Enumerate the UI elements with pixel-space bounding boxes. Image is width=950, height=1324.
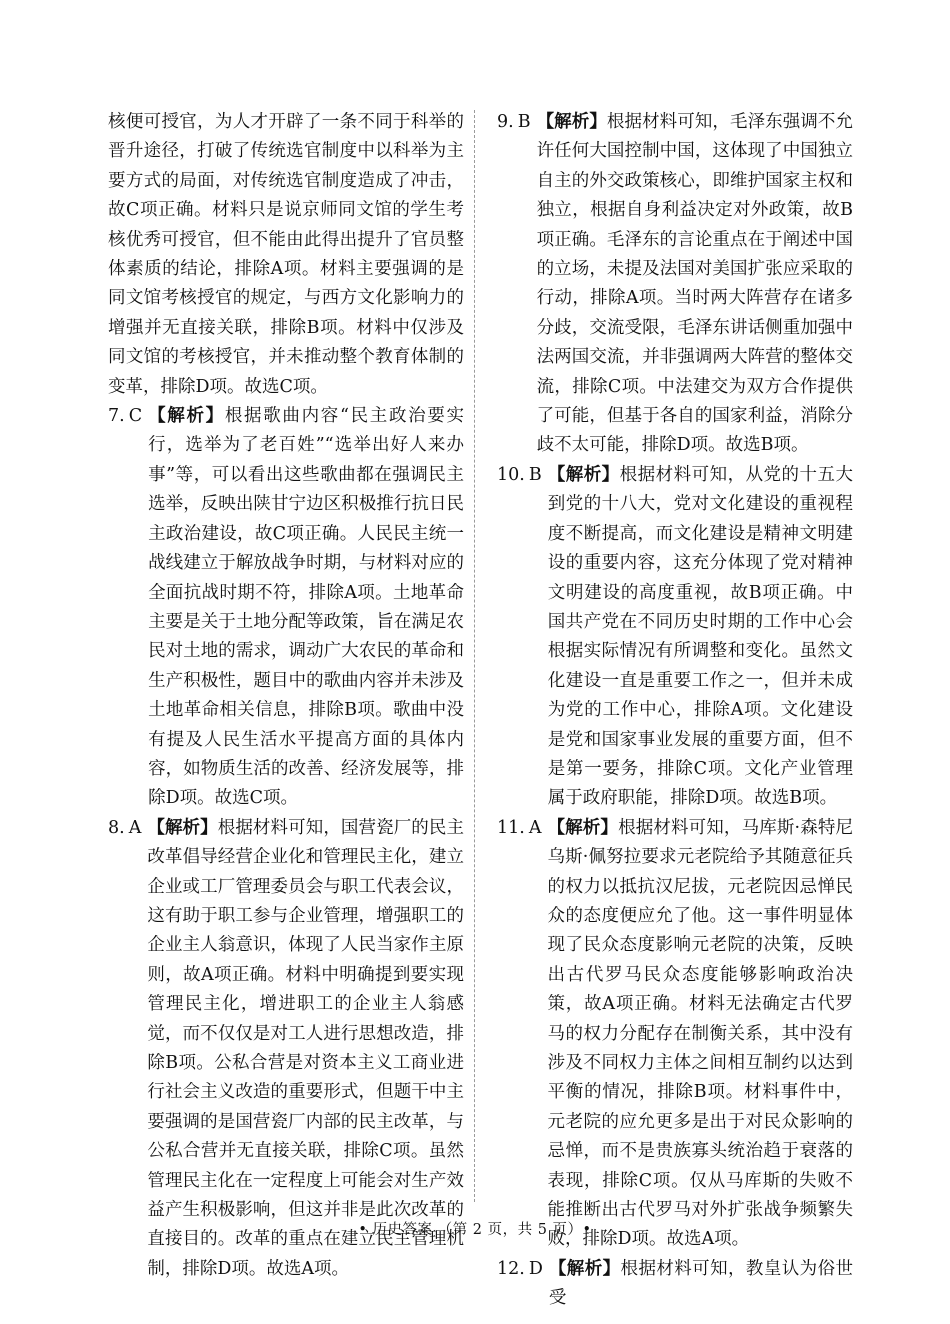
item-number: 10. [497, 464, 525, 485]
analysis-tag: 【解析】 [148, 406, 225, 427]
analysis-tag: 【解析】 [536, 112, 607, 132]
item-body [547, 814, 853, 1255]
item-text: 根据材料可知，马库斯·森特尼乌斯·佩努拉要求元老院给予其随意征兵的权力以抵抗汉尼拔，元老院因忌惮民众的态度便应允了他。这一事件明显体现了民众态度影响元老院的决策，反映出古代罗马民众态度能够影响政治决策，故A项正确。材料无法确定古代罗马的权力分配存在制衡关系，其中没有涉及不同权力主体之间相互制约以达到平衡的情况，排除B项。材料事件中，元老院的应允更多是出于对民众影响的忌惮，而不是贵族寡头统治趋于衰落的表现，排除C项。仅从马库斯的失败不能推断出古代罗马对外扩张战争频繁失败，排除D项。故选A项。 [547, 817, 854, 1250]
analysis-tag: 【解析】 [147, 817, 218, 838]
right-column [497, 108, 853, 1314]
item-body [549, 1255, 853, 1314]
answer-item-11 [497, 814, 853, 1255]
item-number: 9. [497, 112, 514, 132]
item-answer: D [528, 1258, 543, 1279]
answer-item-8 [108, 814, 464, 1285]
left-column [108, 108, 464, 1284]
item-text: 根据材料可知，国营瓷厂的民主改革倡导经营企业化和管理民主化，建立企业或工厂管理委员会与职工代表会议，这有助于职工参与企业管理，增强职工的企业主人翁意识，体现了人民当家作主原则，故A项正确。材料中明确提到要实现管理民主化，增进职工的企业主人翁感觉，而不仅仅是对工人进行思想改造，排除B项。公私合营是对资本主义工商业进行社会主义改造的重要形式，但题干中主要强调的是国营瓷厂内部的民主改革，与公私合营并无直接关联，排除C项。虽然管理民主化在一定程度上可能会对生产效益产生积极影响，但这并非是此次改革的直接目的。改革的重点在建立民主管理机制，排除D项。故选A项。 [147, 817, 464, 1279]
column-divider [474, 110, 475, 1202]
item-text: 根据材料可知，从党的十五大到党的十八大，党对文化建设的重视程度不断提高，而文化建设是精神文明建设的重要内容，这充分体现了党对精神文明建设的高度重视，故B项正确。中国共产党在不同历史时期的工作中心会根据实际情况有所调整和变化。虽然文化建设一直是重要工作之一，但并未成为党的工作中心，排除A项。文化建设是党和国家事业发展的重要方面，但不是第一要务，排除C项。文化产业管理属于政府职能，排除D项。故选B项。 [547, 464, 854, 809]
answer-item-10 [497, 461, 853, 814]
item-text: 根据歌曲内容“民主政治要实行，选举为了老百姓”“选举出好人来办事”等，可以看出这些歌曲都在强调民主选举，反映出陕甘宁边区积极推行抗日民主政治建设，故C项正确。人民民主统一战线建立于解放战争时期，与材料对应的全面抗战时期不符，排除A项。土地革命主要是关于土地分配等政策，旨在满足农民对土地的需求，调动广大农民的革命和生产积极性，题目中的歌曲内容并未涉及土地革命相关信息，排除B项。歌曲中没有提及人民生活水平提高方面的具体内容，如物质生活的改善、经济发展等，排除D项。故选C项。 [148, 406, 465, 809]
answer-item-7 [108, 402, 464, 814]
continuation-paragraph: 核便可授官，为人才开辟了一条不同于科举的晋升途径，打破了传统选官制度中以科举为主要方式的局面，对传统选官制度造成了冲击，故C项正确。材料只是说京师同文馆的学生考核优秀可授官，但不能由此得出提升了官员整体素质的结论，排除A项。材料主要强调的是同文馆考核授官的规定，与西方文化影响力的增强并无直接关联，排除B项。材料中仅涉及同文馆的考核授官，并未推动整个教育体制的变革，排除D项。故选C项。 [108, 112, 464, 397]
item-number: 12. [497, 1258, 525, 1279]
page-footer: • 历史答案 （第 2 页，共 5 页）• [358, 1222, 592, 1238]
item-number: 7. [108, 406, 125, 427]
item-answer: C [128, 406, 143, 427]
analysis-tag: 【解析】 [547, 464, 620, 485]
item-answer: B [528, 464, 542, 485]
item-answer: A [528, 817, 542, 838]
item-body [148, 402, 464, 814]
analysis-tag: 【解析】 [548, 1258, 621, 1279]
item-body [548, 461, 853, 814]
answer-item-12 [497, 1255, 853, 1314]
item-answer: B [517, 112, 531, 132]
item-number: 8. [108, 817, 125, 838]
item-text: 根据材料可知，教皇认为俗世受 [548, 1258, 853, 1309]
item-body [147, 814, 464, 1285]
item-answer: A [128, 817, 142, 838]
item-number: 11. [497, 817, 525, 838]
answer-item-9 [497, 108, 853, 461]
item-body [537, 108, 853, 461]
item-text: 根据材料可知，毛泽东强调不允许任何大国控制中国，这体现了中国独立自主的外交政策核心，即维护国家主权和独立，根据自身利益决定对外政策，故B项正确。毛泽东的言论重点在于阐述中国的立场，未提及法国对美国扩张应采取的行动，排除A项。当时两大阵营存在诸多分歧，交流受限，毛泽东讲话侧重加强中法两国交流，并非强调两大阵营的整体交流，排除C项。中法建交为双方合作提供了可能，但基于各自的国家利益，消除分歧不太可能，排除D项。故选B项。 [536, 112, 854, 456]
analysis-tag: 【解析】 [547, 817, 619, 838]
